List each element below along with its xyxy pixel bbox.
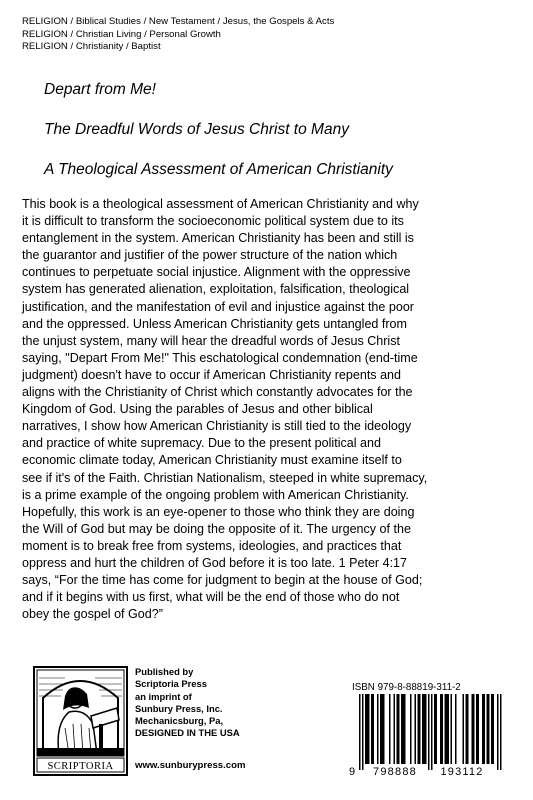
description-line: judgment) doesn't have to occur if American Christianity repents and <box>22 367 401 382</box>
barcode-bar <box>428 694 430 770</box>
barcode-bar <box>362 694 364 770</box>
barcode-bar <box>403 694 405 764</box>
publisher-line: an imprint of <box>135 690 192 702</box>
barcode-bar <box>497 694 499 770</box>
barcode-bar <box>394 694 396 764</box>
barcode-digit-first: 9 <box>349 766 356 778</box>
publisher-info <box>135 666 240 740</box>
barcode-bar <box>442 694 444 764</box>
barcode-bar <box>476 694 478 764</box>
publisher-url: www.sunburypress.com <box>135 760 246 771</box>
description-line: Hopefully, this work is an eye-opener to those who think they are doing <box>22 504 415 519</box>
barcode-bar <box>440 694 442 764</box>
publisher-line: Scriptoria Press <box>135 678 207 690</box>
barcode-bar <box>373 694 375 764</box>
description-line: aligns with the Christianity of Christ which constantly advocates for the <box>22 385 413 400</box>
barcode-bar <box>397 694 399 764</box>
description-line: the guarantor and justifier of the power structure of the nation which <box>22 248 398 263</box>
description-line: the unjust system, many will hear the dreadful words of Jesus Christ <box>22 333 400 348</box>
barcode-bar <box>446 694 448 764</box>
book-subtitle: The Dreadful Words of Jesus Christ to Many <box>44 121 349 138</box>
barcode-digits-left: 798888 <box>373 766 417 778</box>
publisher-line: DESIGNED IN THE USA <box>135 727 240 739</box>
barcode-bar <box>436 694 438 764</box>
book-description <box>22 196 522 623</box>
category-line: RELIGION / Christian Living / Personal Growth <box>22 28 221 40</box>
publisher-line: Sunbury Press, Inc. <box>135 702 223 714</box>
barcode-bar <box>401 694 403 764</box>
barcode-bar <box>380 694 382 764</box>
barcode-bar <box>463 694 465 764</box>
barcode-bar <box>383 694 385 764</box>
book-subtitle-2: A Theological Assessment of American Christianity <box>44 161 393 178</box>
description-line: entanglement in the system. American Christianity has been and still is <box>22 231 414 246</box>
description-line: This book is a theological assessment of American Christianity and why <box>22 197 419 211</box>
barcode-bar <box>491 694 493 764</box>
description-line: continues to perpetuate social injustice. Alignment with the oppressive <box>22 265 411 280</box>
isbn-barcode <box>345 694 515 778</box>
barcode-bar <box>415 694 417 764</box>
logo-text: SCRIPTORIA <box>47 761 114 772</box>
barcode-bar <box>455 694 457 764</box>
description-line: system has generated alienation, exploitation, falsification, theological <box>22 282 410 297</box>
barcode-bar <box>389 694 391 764</box>
publisher-line: Published by <box>135 666 194 677</box>
barcode-bar <box>365 694 367 764</box>
publisher-line: Mechanicsburg, Pa, <box>135 715 224 727</box>
barcode-bar <box>377 694 379 764</box>
barcode-bar <box>482 694 484 764</box>
description-line: oppress and hurt the children of God before it is too late. 1 Peter 4:17 <box>22 555 408 570</box>
description-line: is a prime example of the ongoing problem with American Christianity. <box>22 487 409 502</box>
category-line: RELIGION / Biblical Studies / New Testament / Jesus, the Gospels & Acts <box>22 16 335 27</box>
description-line: saying, "Depart From Me!" This eschatological condemnation (end-time <box>22 350 418 365</box>
description-line: it is difficult to transform the socioeconomic political system due to its <box>22 214 404 229</box>
barcode-bar <box>493 694 495 764</box>
category-list <box>22 16 334 54</box>
barcode-bar <box>484 694 486 764</box>
barcode-bar <box>368 694 370 764</box>
barcode-bar <box>359 694 361 770</box>
barcode-bar <box>451 694 453 764</box>
barcode-bar <box>488 694 490 764</box>
description-line: and if it begins with us first, what will be the end of those who do not <box>22 590 400 605</box>
description-line: says, “For the time has come for judgment to begin at the house of God; <box>22 573 423 588</box>
description-line: and practice of white supremacy. Due to the present political and <box>22 436 381 451</box>
barcode-bar <box>422 694 424 764</box>
book-title: Depart from Me! <box>44 81 156 98</box>
barcode-bar <box>487 694 489 764</box>
description-line: obey the gospel of God?” <box>22 607 163 622</box>
barcode-bar <box>404 694 406 764</box>
barcode-bar <box>466 694 468 764</box>
barcode-bar <box>371 694 373 764</box>
description-line: and the oppressed. Unless American Christianity gets untangled from <box>22 316 407 331</box>
barcode-bar <box>419 694 421 764</box>
description-line: narratives, I show how American Christianity is still tied to the ideology <box>22 419 412 434</box>
category-line: RELIGION / Christianity / Baptist <box>22 41 161 52</box>
barcode-bar <box>445 694 447 764</box>
barcode-bar <box>473 694 475 764</box>
barcode-bar <box>448 694 450 764</box>
barcode-bar <box>410 694 412 764</box>
scribe-woodcut-image <box>35 668 126 774</box>
barcode-bar <box>418 694 420 764</box>
barcode-bar <box>472 694 474 764</box>
barcode-bar <box>431 694 433 770</box>
description-line: moment is to break free from systems, ideologies, and practices that <box>22 538 402 553</box>
barcode-bar <box>478 694 480 764</box>
barcode-bar <box>425 694 427 764</box>
barcode-bar <box>467 694 469 764</box>
description-line: economic climate today, American Christianity must examine itself to <box>22 453 402 468</box>
description-line: see if it's of the Faith. Christian Nationalism, steeped in white supremacy, <box>22 470 428 485</box>
barcode-bar <box>500 694 502 770</box>
description-line: justification, and the manifestation of evil and injustice against the poor <box>22 299 414 314</box>
isbn-label: ISBN 979-8-88819-311-2 <box>352 682 461 693</box>
barcode-bar <box>434 694 436 764</box>
barcode-bar <box>398 694 400 764</box>
barcode-bar <box>367 694 369 764</box>
barcode-bar <box>382 694 384 764</box>
barcode-digits-right: 193112 <box>440 766 484 778</box>
description-line: Kingdom of God. Using the parables of Jesus and other biblical <box>22 402 373 417</box>
description-line: the Will of God but may be doing the opposite of it. The urgency of the <box>22 521 411 536</box>
barcode-bar <box>424 694 426 764</box>
scriptoria-logo <box>33 666 128 776</box>
